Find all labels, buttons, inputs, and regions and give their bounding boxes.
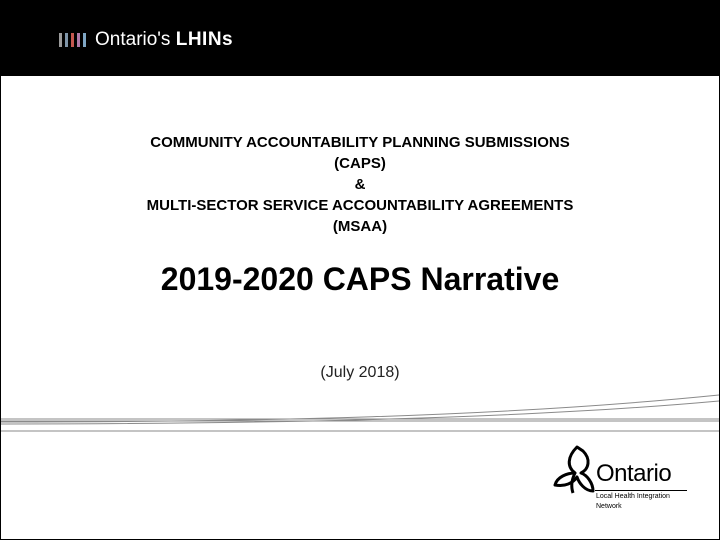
bar-4	[77, 33, 80, 47]
subtitle-line-1: Local Health Integration	[596, 493, 670, 500]
header-bar	[1, 1, 719, 76]
subtitle-line-2: Network	[596, 503, 622, 510]
heading-line-4: MULTI-SECTOR SERVICE ACCOUNTABILITY AGREEMENTS	[146, 197, 574, 214]
ontario-wordmark: Ontario	[596, 460, 672, 487]
wordmark-underline	[595, 490, 687, 491]
bar-2	[65, 33, 68, 47]
bar-1	[59, 33, 62, 47]
logo-brand: LHINs	[175, 29, 234, 50]
bar-5	[83, 33, 86, 47]
lhins-logo	[59, 27, 233, 53]
color-bars-icon	[59, 33, 89, 47]
logo-text	[95, 27, 233, 53]
logo-prefix: Ontario's	[95, 29, 171, 50]
heading-line-2: (CAPS)	[334, 155, 386, 172]
heading-line-1: COMMUNITY ACCOUNTABILITY PLANNING SUBMISSIONS	[150, 134, 570, 151]
date-label: (July 2018)	[320, 364, 400, 381]
heading-line-3: &	[354, 176, 366, 193]
ontario-subtitle	[596, 492, 706, 512]
bar-3	[71, 33, 74, 47]
decorative-rules	[1, 393, 719, 438]
heading-block	[1, 132, 719, 237]
heading-line-5: (MSAA)	[332, 218, 388, 235]
page-title: 2019-2020 CAPS Narrative	[160, 261, 560, 297]
